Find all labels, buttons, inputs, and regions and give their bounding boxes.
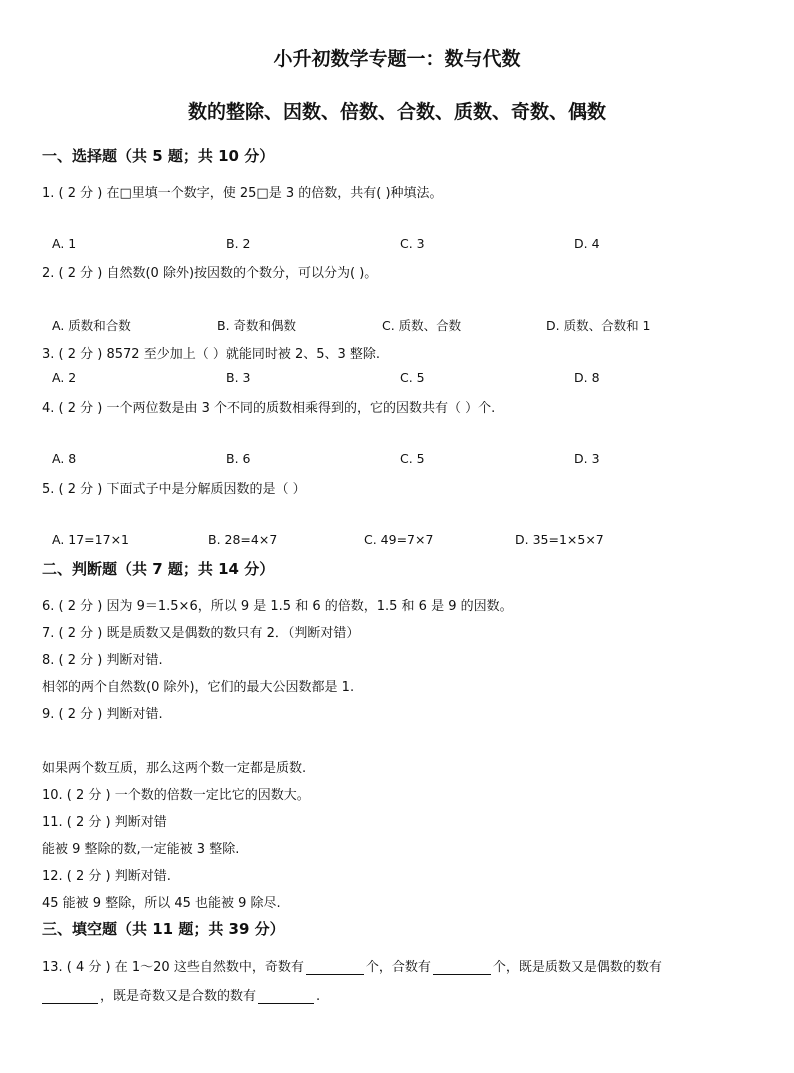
answer-blank[interactable] bbox=[433, 960, 491, 975]
fill-question-line bbox=[42, 956, 662, 975]
option-d: D. 35=1×5×7 bbox=[515, 532, 604, 547]
question-stem: 1. ( 2 分 ) 在□里填一个数字，使 25□是 3 的倍数，共有( )种填法。 bbox=[42, 186, 443, 201]
option-d: D. 质数、合数和 1 bbox=[546, 318, 651, 333]
judge-line: 9. ( 2 分 ) 判断对错. bbox=[42, 707, 163, 722]
judge-line: 7. ( 2 分 ) 既是质数又是偶数的数只有 2．（判断对错） bbox=[42, 626, 360, 641]
section-heading-fill: 三、填空题（共 11 题；共 39 分） bbox=[42, 920, 285, 938]
option-b: B. 6 bbox=[226, 451, 251, 466]
option-b: B. 2 bbox=[226, 236, 251, 251]
fill-text: 个，既是质数又是偶数的数有 bbox=[492, 960, 662, 975]
judge-line: 12. ( 2 分 ) 判断对错. bbox=[42, 869, 171, 884]
option-a: A. 17=17×1 bbox=[52, 532, 129, 547]
option-c: C. 49=7×7 bbox=[364, 532, 434, 547]
answer-blank[interactable] bbox=[258, 989, 314, 1004]
option-b: B. 3 bbox=[226, 370, 251, 385]
judge-line: 8. ( 2 分 ) 判断对错. bbox=[42, 653, 163, 668]
option-a: A. 8 bbox=[52, 451, 77, 466]
option-b: B. 奇数和偶数 bbox=[217, 318, 297, 333]
judge-line: 10. ( 2 分 ) 一个数的倍数一定比它的因数大。 bbox=[42, 788, 310, 803]
question-stem: 5. ( 2 分 ) 下面式子中是分解质因数的是（ ） bbox=[42, 482, 306, 497]
option-a: A. 1 bbox=[52, 236, 77, 251]
question-stem: 2. ( 2 分 ) 自然数(0 除外)按因数的个数分，可以分为( )。 bbox=[42, 266, 378, 281]
fill-question-line bbox=[42, 985, 320, 1004]
answer-blank[interactable] bbox=[306, 960, 364, 975]
option-a: A. 2 bbox=[52, 370, 77, 385]
fill-text: ，既是奇数又是合数的数有 bbox=[100, 989, 257, 1004]
question-stem: 4. ( 2 分 ) 一个两位数是由 3 个不同的质数相乘得到的，它的因数共有（ ）个. bbox=[42, 401, 496, 416]
fill-text: 个，合数有 bbox=[365, 960, 431, 975]
judge-line: 能被 9 整除的数,一定能被 3 整除. bbox=[42, 842, 240, 857]
question-stem: 3. ( 2 分 ) 8572 至少加上（ ）就能同时被 2、5、3 整除. bbox=[42, 347, 381, 362]
option-c: C. 3 bbox=[400, 236, 425, 251]
section-heading-judge: 二、判断题（共 7 题；共 14 分） bbox=[42, 560, 275, 578]
option-c: C. 5 bbox=[400, 451, 425, 466]
fill-text: . bbox=[316, 989, 321, 1004]
option-a: A. 质数和合数 bbox=[52, 318, 131, 333]
option-c: C. 5 bbox=[400, 370, 425, 385]
answer-blank[interactable] bbox=[42, 989, 98, 1004]
page-title: 小升初数学专题一：数与代数 bbox=[273, 48, 521, 70]
judge-line: 相邻的两个自然数(0 除外)，它们的最大公因数都是 1. bbox=[42, 680, 355, 695]
option-d: D. 3 bbox=[574, 451, 600, 466]
page-subtitle: 数的整除、因数、倍数、合数、质数、奇数、偶数 bbox=[187, 101, 606, 123]
section-heading-choice: 一、选择题（共 5 题；共 10 分） bbox=[42, 147, 275, 165]
judge-line: 45 能被 9 整除，所以 45 也能被 9 除尽. bbox=[42, 896, 281, 911]
fill-text: 13. ( 4 分 ) 在 1～20 这些自然数中，奇数有 bbox=[42, 960, 304, 975]
judge-line: 11. ( 2 分 ) 判断对错 bbox=[42, 815, 167, 830]
option-c: C. 质数、合数 bbox=[382, 318, 462, 333]
option-b: B. 28=4×7 bbox=[208, 532, 278, 547]
judge-line: 6. ( 2 分 ) 因为 9＝1.5×6，所以 9 是 1.5 和 6 的倍数，1.5 和 6 是 9 的因数。 bbox=[42, 599, 513, 614]
option-d: D. 8 bbox=[574, 370, 600, 385]
judge-line: 如果两个数互质，那么这两个数一定都是质数. bbox=[42, 761, 307, 776]
option-d: D. 4 bbox=[574, 236, 600, 251]
